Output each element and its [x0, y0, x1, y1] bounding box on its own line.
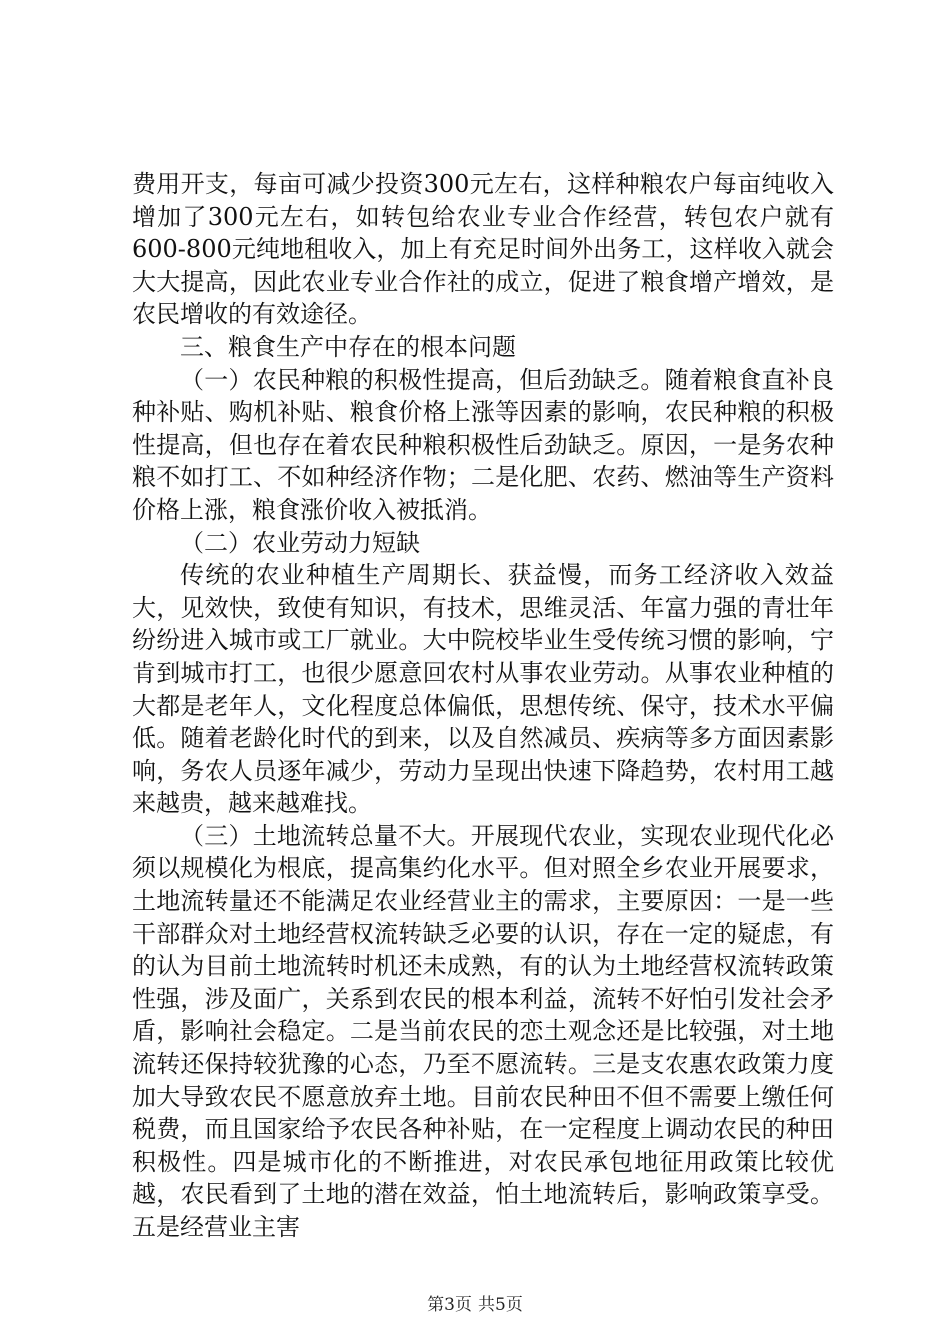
section-heading-root-problems: 三、粮食生产中存在的根本问题 [180, 332, 516, 361]
paragraph-labor-shortage: 传统的农业种植生产周期长、获益慢，而务工经济收入效益大，见效快，致使有知识，有技术，思维灵活、年富力强的青壮年纷纷进入城市或工厂就业。大中院校毕业生受传统习惯的影响，宁肯到城市打工，也很少愿意回农村从事农业劳动。从事农业种植的大都是老年人，文化程度总体偏低，思想传统、保守，技术水平偏低。随着老龄化时代的到来，以及自然减员、疾病等多方面因素影响，务农人员逐年减少，劳动力呈现出快速下降趋势，农村用工越来越贵，越来越难找。 [132, 561, 834, 818]
document-body [132, 168, 834, 1244]
page-number: 第3页 [427, 1295, 472, 1315]
page-footer [0, 1290, 950, 1315]
subheading-labor-shortage: （二）农业劳动力短缺 [180, 528, 420, 557]
paragraph-land-transfer: （三）土地流转总量不大。开展现代农业，实现农业现代化必须以规模化为根底，提高集约化水平。但对照全乡农业开展要求，土地流转量还不能满足农业经营业主的需求，主要原因：一是一些干部群众对土地经营权流转缺乏必要的认识，存在一定的疑虑，有的认为目前土地流转时机还未成熟，有的认为土地经营权流转政策性强，涉及面广，关系到农民的根本利益，流转不好怕引发社会矛盾，影响社会稳定。二是当前农民的恋土观念还是比较强，对土地流转还保持较犹豫的心态，乃至不愿流转。三是支农惠农政策力度加大导致农民不愿意放弃土地。目前农民种田不但不需要上缴任何税费，而且国家给予农民各种补贴，在一定程度上调动农民的种田积极性。四是城市化的不断推进，对农民承包地征用政策比较优越，农民看到了土地的潜在效益，怕土地流转后，影响政策享受。五是经营业主害 [132, 821, 834, 1241]
paragraph-cost-savings: 费用开支，每亩可减少投资300元左右，这样种粮农户每亩纯收入增加了300元左右，如转包给农业专业合作经营，转包农户就有600-800元纯地租收入，加上有充足时间外出务工，这样收入就会大大提高，因此农业专业合作社的成立，促进了粮食增产增效，是农民增收的有效途径。 [132, 170, 834, 329]
page-total: 共5页 [478, 1295, 523, 1315]
paragraph-farmer-enthusiasm: （一）农民种粮的积极性提高，但后劲缺乏。随着粮食直补良种补贴、购机补贴、粮食价格上涨等因素的影响，农民种粮的积极性提高，但也存在着农民种粮积极性后劲缺乏。原因，一是务农种粮不如打工、不如种经济作物；二是化肥、农药、燃油等生产资料价格上涨，粮食涨价收入被抵消。 [132, 365, 834, 524]
